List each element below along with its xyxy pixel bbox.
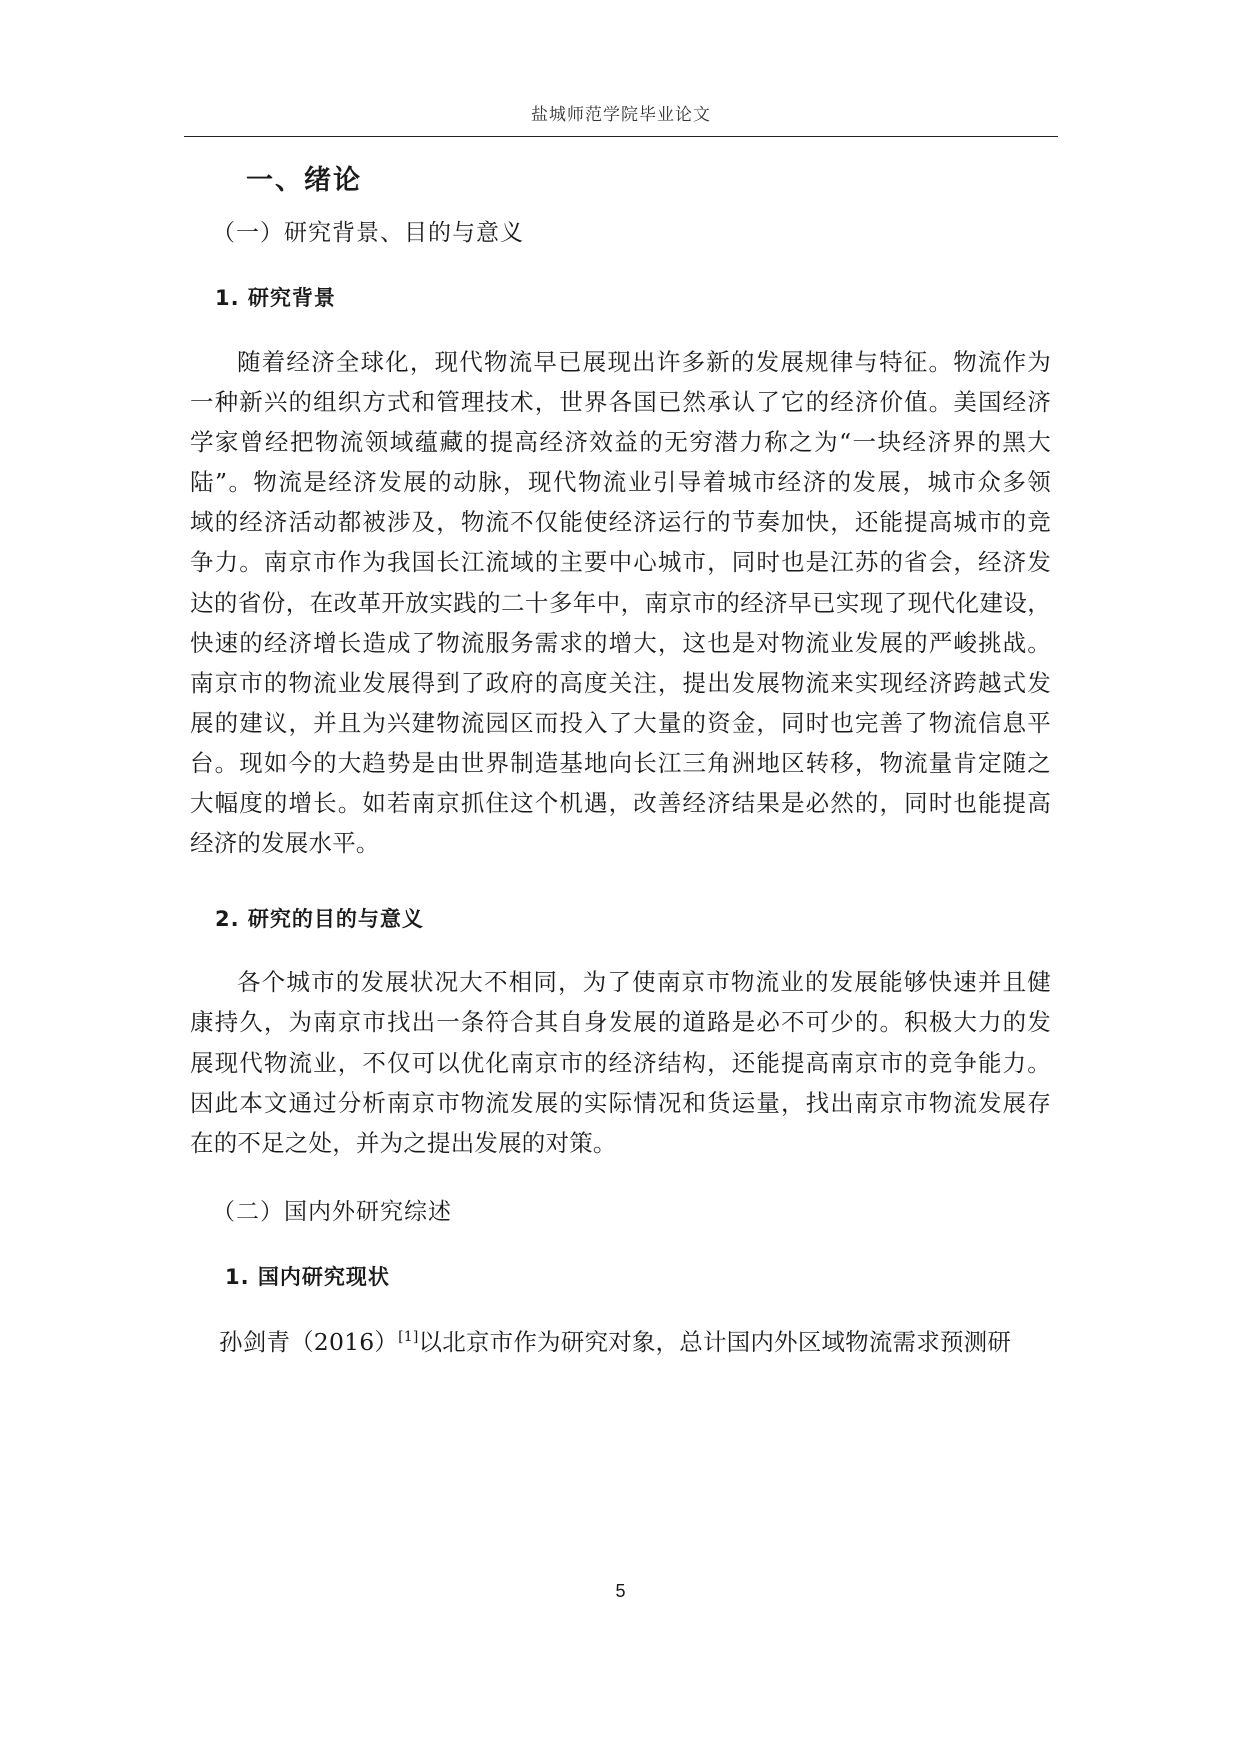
chapter-heading: 一、绪论 [246, 165, 362, 196]
text-line-citation [219, 1323, 1051, 1357]
text-line: 展现代物流业，不仅可以优化南京市的经济结构，还能提高南京市的竞争能力。 [190, 1049, 1051, 1077]
section-heading-background: （一）研究背景、目的与意义 [212, 220, 524, 246]
text-line: 争力。南京市作为我国长江流域的主要中心城市，同时也是江苏的省会，经济发 [190, 548, 1051, 576]
subsection-heading-background: 1. 研究背景 [215, 286, 336, 310]
text-line: 南京市的物流业发展得到了政府的高度关注，提出发展物流来实现经济跨越式发 [190, 669, 1051, 697]
text-line: 一种新兴的组织方式和管理技术，世界各国已然承认了它的经济价值。美国经济 [190, 388, 1051, 416]
citation-lead: 孙剑青（2016） [219, 1328, 399, 1356]
text-line: 康持久，为南京市找出一条符合其自身发展的道路是必不可少的。积极大力的发 [190, 1008, 1051, 1036]
text-line: 域的经济活动都被涉及，物流不仅能使经济运行的节奏加快，还能提高城市的竞 [190, 508, 1051, 536]
text-line: 随着经济全球化，现代物流早已展现出许多新的发展规律与特征。物流作为 [237, 348, 1051, 376]
text-line: 各个城市的发展状况大不相同，为了使南京市物流业的发展能够快速并且健 [237, 968, 1051, 996]
text-line: 大幅度的增长。如若南京抓住这个机遇，改善经济结果是必然的，同时也能提高 [190, 789, 1051, 817]
text-line: 达的省份，在改革开放实践的二十多年中，南京市的经济早已实现了现代化建设， [190, 589, 1051, 617]
text-line: 展的建议，并且为兴建物流园区而投入了大量的资金，同时也完善了物流信息平 [190, 709, 1051, 737]
subsection-heading-purpose: 2. 研究的目的与意义 [215, 907, 424, 931]
text-line: 学家曾经把物流领域蕴藏的提高经济效益的无穷潜力称之为“一块经济界的黑大 [190, 428, 1051, 456]
text-line: 经济的发展水平。 [190, 829, 380, 857]
header-divider [184, 136, 1058, 137]
section-heading-literature-review: （二）国内外研究综述 [212, 1199, 452, 1225]
text-line: 因此本文通过分析南京市物流发展的实际情况和货运量，找出南京市物流发展存 [190, 1089, 1051, 1117]
subsection-heading-domestic: 1. 国内研究现状 [225, 1265, 390, 1289]
text-line: 陆”。物流是经济发展的动脉，现代物流业引导着城市经济的发展，城市众多领 [190, 468, 1051, 496]
page-header-title: 盐城师范学院毕业论文 [531, 105, 711, 125]
citation-text: 以北京市作为研究对象，总计国内外区域物流需求预测研 [418, 1328, 1012, 1356]
citation-reference[interactable]: [1] [398, 1329, 419, 1346]
text-line: 在的不足之处，并为之提出发展的对策。 [190, 1129, 617, 1157]
text-line: 台。现如今的大趋势是由世界制造基地向长江三角洲地区转移，物流量肯定随之 [190, 749, 1051, 777]
text-line: 快速的经济增长造成了物流服务需求的增大，这也是对物流业发展的严峻挑战。 [190, 629, 1051, 657]
page-number: 5 [615, 1581, 626, 1601]
